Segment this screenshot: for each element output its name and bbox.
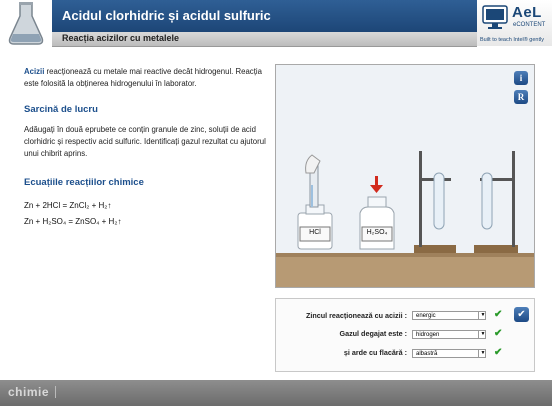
answer-select-3[interactable]: albastră <box>412 349 486 358</box>
task-title: Sarcină de lucru <box>24 104 98 115</box>
monitor-icon <box>482 5 508 30</box>
intro-paragraph <box>24 66 269 90</box>
intro-text: reacționează cu metale mai reactive decât hidrogenul. Reacția este folosită la obținerea hidrogenului în laborator. <box>24 67 262 88</box>
brand-subtext: eCONTENT <box>513 22 546 28</box>
answer-select-2[interactable]: hidrogen <box>412 330 486 339</box>
reset-button[interactable]: R <box>514 90 528 104</box>
lab-scene <box>276 65 534 287</box>
equation-1: Zn + 2HCl = ZnCl₂ + H₂↑ <box>24 201 112 210</box>
page-title: Acidul clorhidric și acidul sulfuric <box>62 8 271 23</box>
chevron-down-icon[interactable]: ▼ <box>478 349 487 358</box>
check-icon: ✔ <box>494 309 503 320</box>
chevron-down-icon[interactable]: ▼ <box>478 330 487 339</box>
info-button[interactable]: i <box>514 71 528 85</box>
task-text: Adăugați în două eprubete ce conțin granule de zinc, soluții de acid clorhidric și respectiv acid sulfuric. Identificați gazul rezultat cu ajutorul unui chibrit aprins. <box>24 125 266 158</box>
h2so4-label: H₂SO₄ <box>366 229 388 236</box>
check-icon: ✔ <box>494 328 503 339</box>
brand-logo-text: AeL <box>512 4 542 21</box>
equations-title: Ecuațiile reacțiilor chimice <box>24 177 144 188</box>
footer-divider <box>55 386 56 398</box>
page-subtitle: Reacția acizilor cu metalele <box>62 33 180 43</box>
submit-check-button[interactable]: ✔ <box>514 307 529 322</box>
answer-select-1[interactable]: energic <box>412 311 486 320</box>
chevron-down-icon[interactable]: ▼ <box>478 311 487 320</box>
flask-logo-icon <box>2 0 50 48</box>
lab-simulation-panel[interactable] <box>275 64 535 288</box>
check-icon: ✔ <box>494 347 503 358</box>
equation-2: Zn + H₂SO₄ = ZnSO₄ + H₂↑ <box>24 217 122 226</box>
hcl-label: HCl <box>309 229 321 236</box>
footer-bar <box>0 380 552 406</box>
brand-tagline: Built to teach Intel® gently <box>480 37 544 43</box>
intro-keyword: Acizii <box>24 67 45 76</box>
answer-label-3: și arde cu flacără : <box>343 348 407 357</box>
subject-label: chimie <box>8 385 50 399</box>
answer-label-1: Zincul reacționează cu acizii : <box>305 311 407 320</box>
answer-label-2: Gazul degajat este : <box>339 329 407 338</box>
